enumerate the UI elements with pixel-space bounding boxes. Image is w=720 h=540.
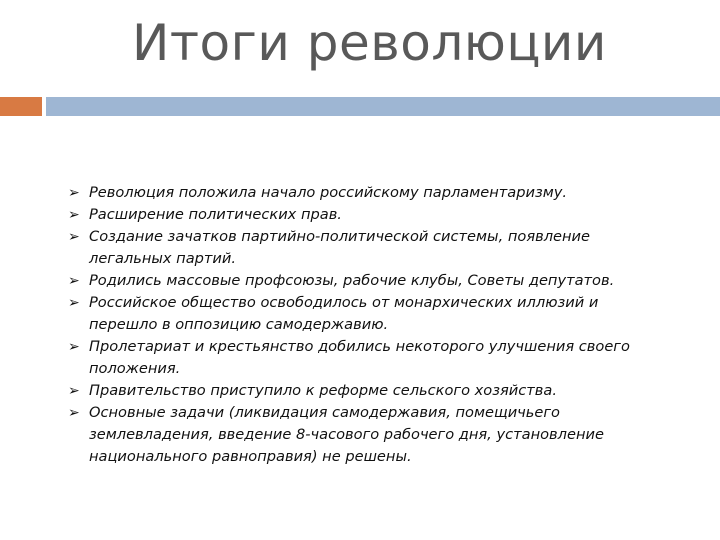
list-item	[68, 402, 668, 468]
arrow-bullet-icon: ➢	[68, 207, 80, 223]
list-item-text: Родились массовые профсоюзы, рабочие клубы, Советы депутатов.	[89, 272, 615, 289]
arrow-bullet-icon: ➢	[68, 229, 80, 245]
list-item-text: Пролетариат и крестьянство добились некоторого улучшения своего положения.	[89, 338, 630, 377]
list-item-text: Создание зачатков партийно-политической системы, появление легальных партий.	[89, 228, 591, 267]
list-item	[68, 292, 668, 336]
arrow-bullet-icon: ➢	[68, 339, 80, 355]
list-item-text: Революция положила начало российскому парламентаризму.	[89, 184, 568, 201]
list-item-text: Расширение политических прав.	[89, 206, 342, 223]
list-item	[68, 182, 668, 204]
slide-title: Итоги революции	[132, 14, 607, 72]
list-item-text: Основные задачи (ликвидация самодержавия, помещичьего землевладения, введение 8-часового рабочего дня, установление национального равноправия) не решены.	[89, 404, 604, 465]
list-item	[68, 226, 668, 270]
list-item	[68, 336, 668, 380]
accent-bar-blue	[46, 97, 720, 116]
bullet-list	[68, 182, 668, 468]
arrow-bullet-icon: ➢	[68, 383, 80, 399]
accent-bar-orange	[0, 97, 42, 116]
list-item-text: Правительство приступило к реформе сельского хозяйства.	[89, 382, 557, 399]
arrow-bullet-icon: ➢	[68, 185, 80, 201]
list-item	[68, 380, 668, 402]
arrow-bullet-icon: ➢	[68, 405, 80, 421]
list-item-text: Российское общество освободилось от монархических иллюзий и перешло в оппозицию самодержавию.	[89, 294, 599, 333]
arrow-bullet-icon: ➢	[68, 295, 80, 311]
arrow-bullet-icon: ➢	[68, 273, 80, 289]
list-item	[68, 270, 668, 292]
list-item	[68, 204, 668, 226]
